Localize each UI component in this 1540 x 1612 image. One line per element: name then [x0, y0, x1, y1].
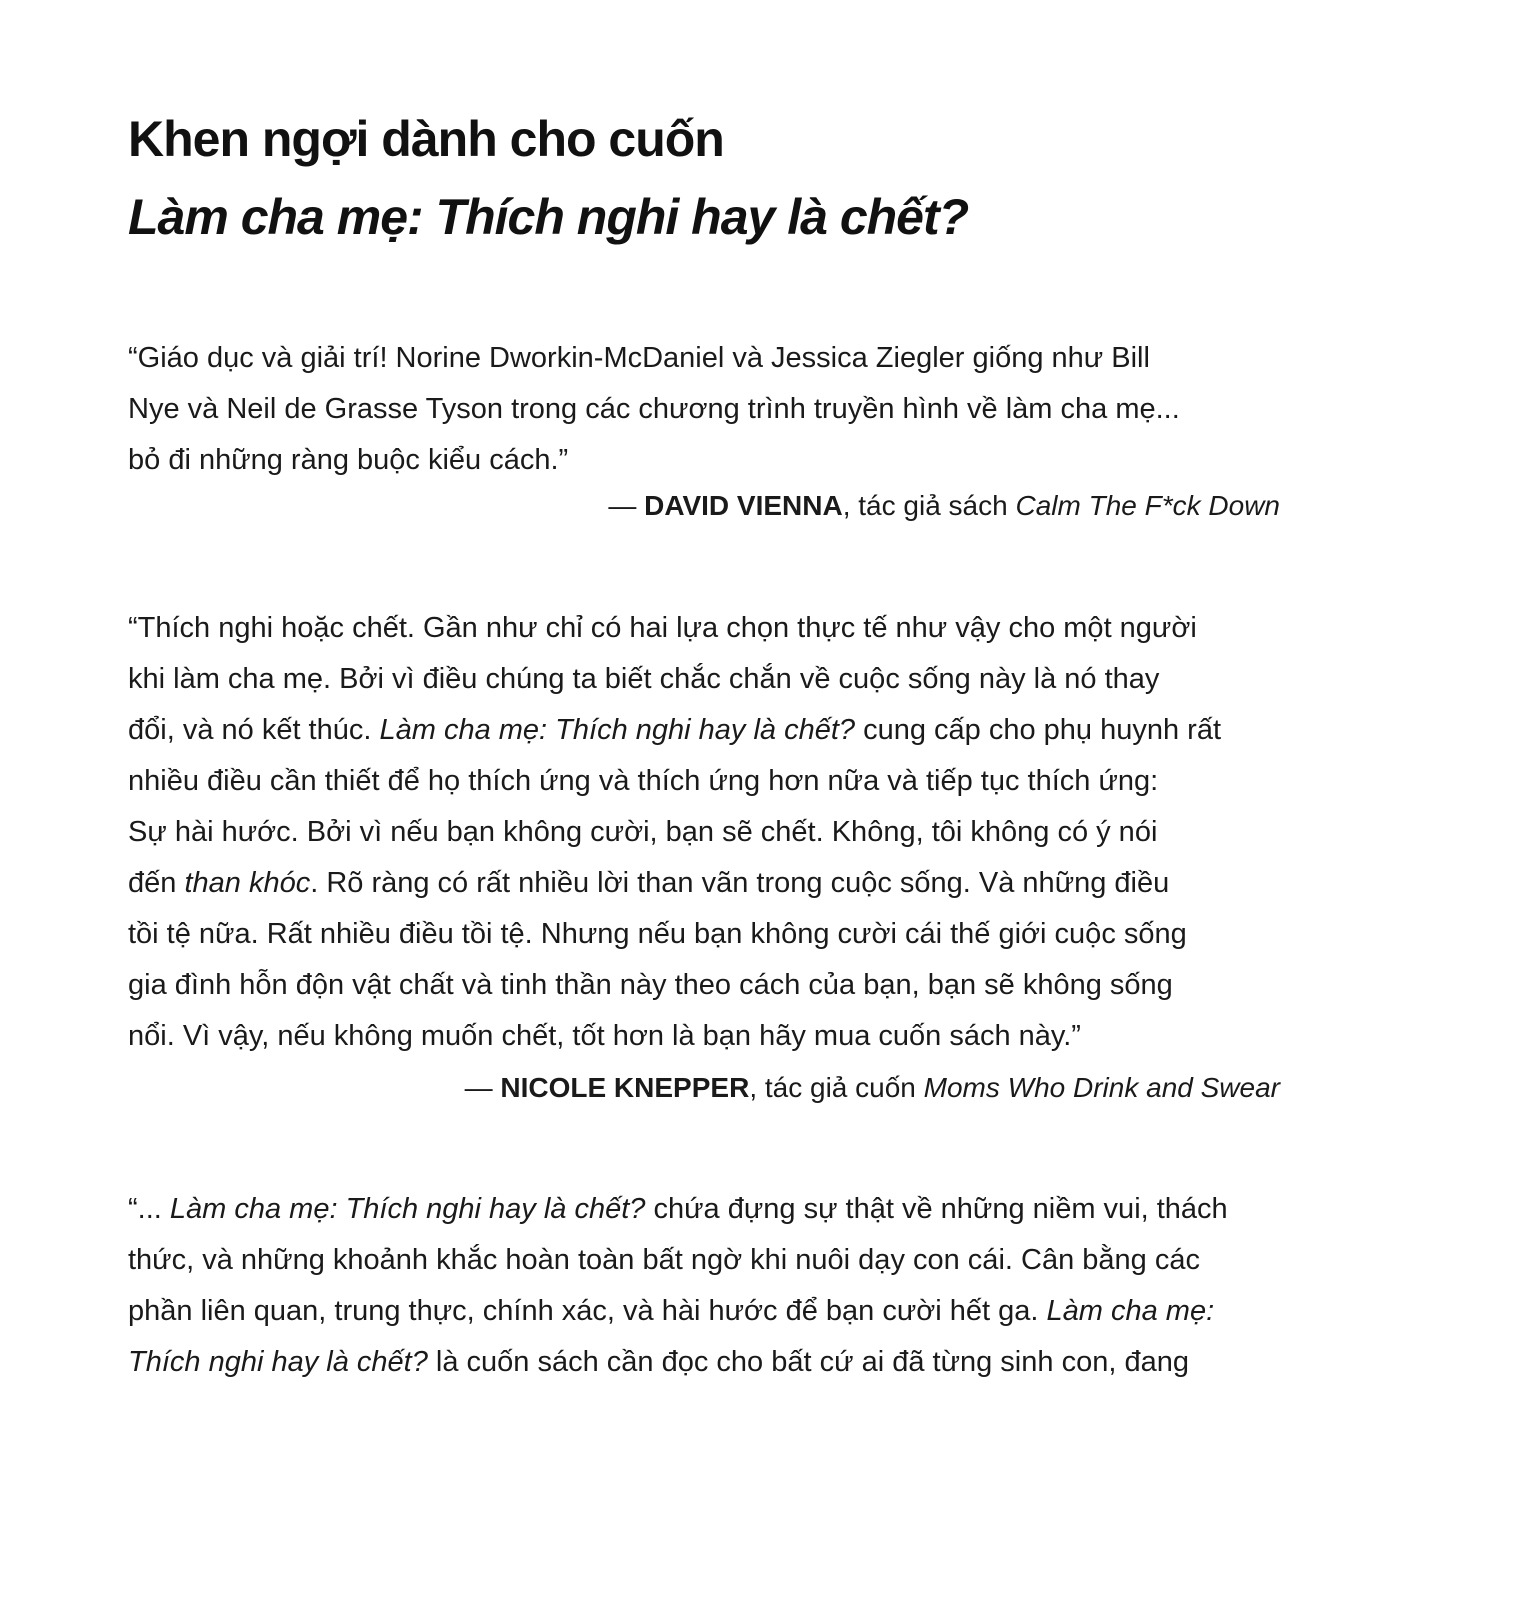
text: gia đình hỗn độn vật chất và tinh thần này theo cách của bạn, bạn sẽ không sống — [128, 969, 1173, 1001]
quote-line — [128, 435, 1288, 486]
quote-third — [128, 1184, 1288, 1388]
attribution-role: , tác giả sách — [842, 490, 1016, 521]
text: khi làm cha mẹ. Bởi vì điều chúng ta biết chắc chắn về cuộc sống này là nó thay — [128, 663, 1160, 695]
quote-david-vienna — [128, 333, 1288, 486]
quote-line — [128, 654, 1288, 705]
quote-line — [128, 756, 1288, 807]
quote-line — [128, 1011, 1288, 1062]
text: “... — [128, 1193, 170, 1225]
text: đến — [128, 867, 185, 899]
text: Sự hài hước. Bởi vì nếu bạn không cười, bạn sẽ chết. Không, tôi không có ý nói — [128, 816, 1158, 848]
text: đổi, và nó kết thúc. — [128, 714, 380, 746]
attribution-name: NICOLE KNEPPER — [500, 1072, 750, 1103]
text: chứa đựng sự thật về những niềm vui, thách — [645, 1193, 1228, 1225]
attribution-book: Calm The F*ck Down — [1015, 490, 1280, 521]
attribution-dash: — — [608, 490, 645, 521]
quote-line — [128, 333, 1288, 384]
italic-text: Thích nghi hay là chết? — [128, 1346, 428, 1378]
quote-line — [128, 1235, 1288, 1286]
quote-line — [128, 1337, 1288, 1388]
attribution-dash: — — [464, 1072, 501, 1103]
quote-line — [128, 960, 1288, 1011]
text: nhiều điều cần thiết để họ thích ứng và thích ứng hơn nữa và tiếp tục thích ứng: — [128, 765, 1159, 797]
quote-line — [128, 807, 1288, 858]
quote-nicole-knepper — [128, 603, 1288, 1062]
text: nổi. Vì vậy, nếu không muốn chết, tốt hơn là bạn hãy mua cuốn sách này.” — [128, 1020, 1081, 1052]
italic-text: Làm cha mẹ: Thích nghi hay là chết? — [169, 1193, 646, 1225]
quote-line — [128, 603, 1288, 654]
text: thức, và những khoảnh khắc hoàn toàn bất ngờ khi nuôi dạy con cái. Cân bằng các — [128, 1244, 1200, 1276]
text: phần liên quan, trung thực, chính xác, và hài hước để bạn cười hết ga. — [128, 1295, 1047, 1327]
quote-line — [128, 705, 1288, 756]
attribution-name: DAVID VIENNA — [644, 490, 843, 521]
text: “Thích nghi hoặc chết. Gần như chỉ có hai lựa chọn thực tế như vậy cho một người — [128, 612, 1197, 644]
page-title — [128, 100, 968, 256]
text: là cuốn sách cần đọc cho bất cứ ai đã từng sinh con, đang — [427, 1346, 1189, 1378]
italic-text: than khóc — [184, 867, 311, 899]
italic-text: Làm cha mẹ: — [1046, 1295, 1215, 1327]
text: cung cấp cho phụ huynh rất — [855, 714, 1222, 746]
text: “Giáo dục và giải trí! Norine Dworkin-McDaniel và Jessica Ziegler giống như Bill — [128, 342, 1150, 374]
title-line-1: Khen ngợi dành cho cuốn — [128, 111, 724, 167]
attribution-nicole-knepper — [465, 1072, 1280, 1104]
quote-line — [128, 1184, 1288, 1235]
italic-text: Làm cha mẹ: Thích nghi hay là chết? — [379, 714, 856, 746]
quote-line — [128, 909, 1288, 960]
quote-line — [128, 384, 1288, 435]
quote-line — [128, 858, 1288, 909]
text: Nye và Neil de Grasse Tyson trong các chương trình truyền hình về làm cha mẹ... — [128, 393, 1180, 425]
attribution-david-vienna — [608, 490, 1280, 522]
quote-line — [128, 1286, 1288, 1337]
text: . Rõ ràng có rất nhiều lời than vãn trong cuộc sống. Và những điều — [310, 867, 1170, 899]
attribution-role: , tác giả cuốn — [749, 1072, 924, 1103]
attribution-book: Moms Who Drink and Swear — [923, 1072, 1280, 1103]
text: bỏ đi những ràng buộc kiểu cách.” — [128, 444, 569, 476]
text: tồi tệ nữa. Rất nhiều điều tồi tệ. Nhưng nếu bạn không cười cái thế giới cuộc sống — [128, 918, 1187, 950]
title-line-2: Làm cha mẹ: Thích nghi hay là chết? — [128, 189, 969, 245]
